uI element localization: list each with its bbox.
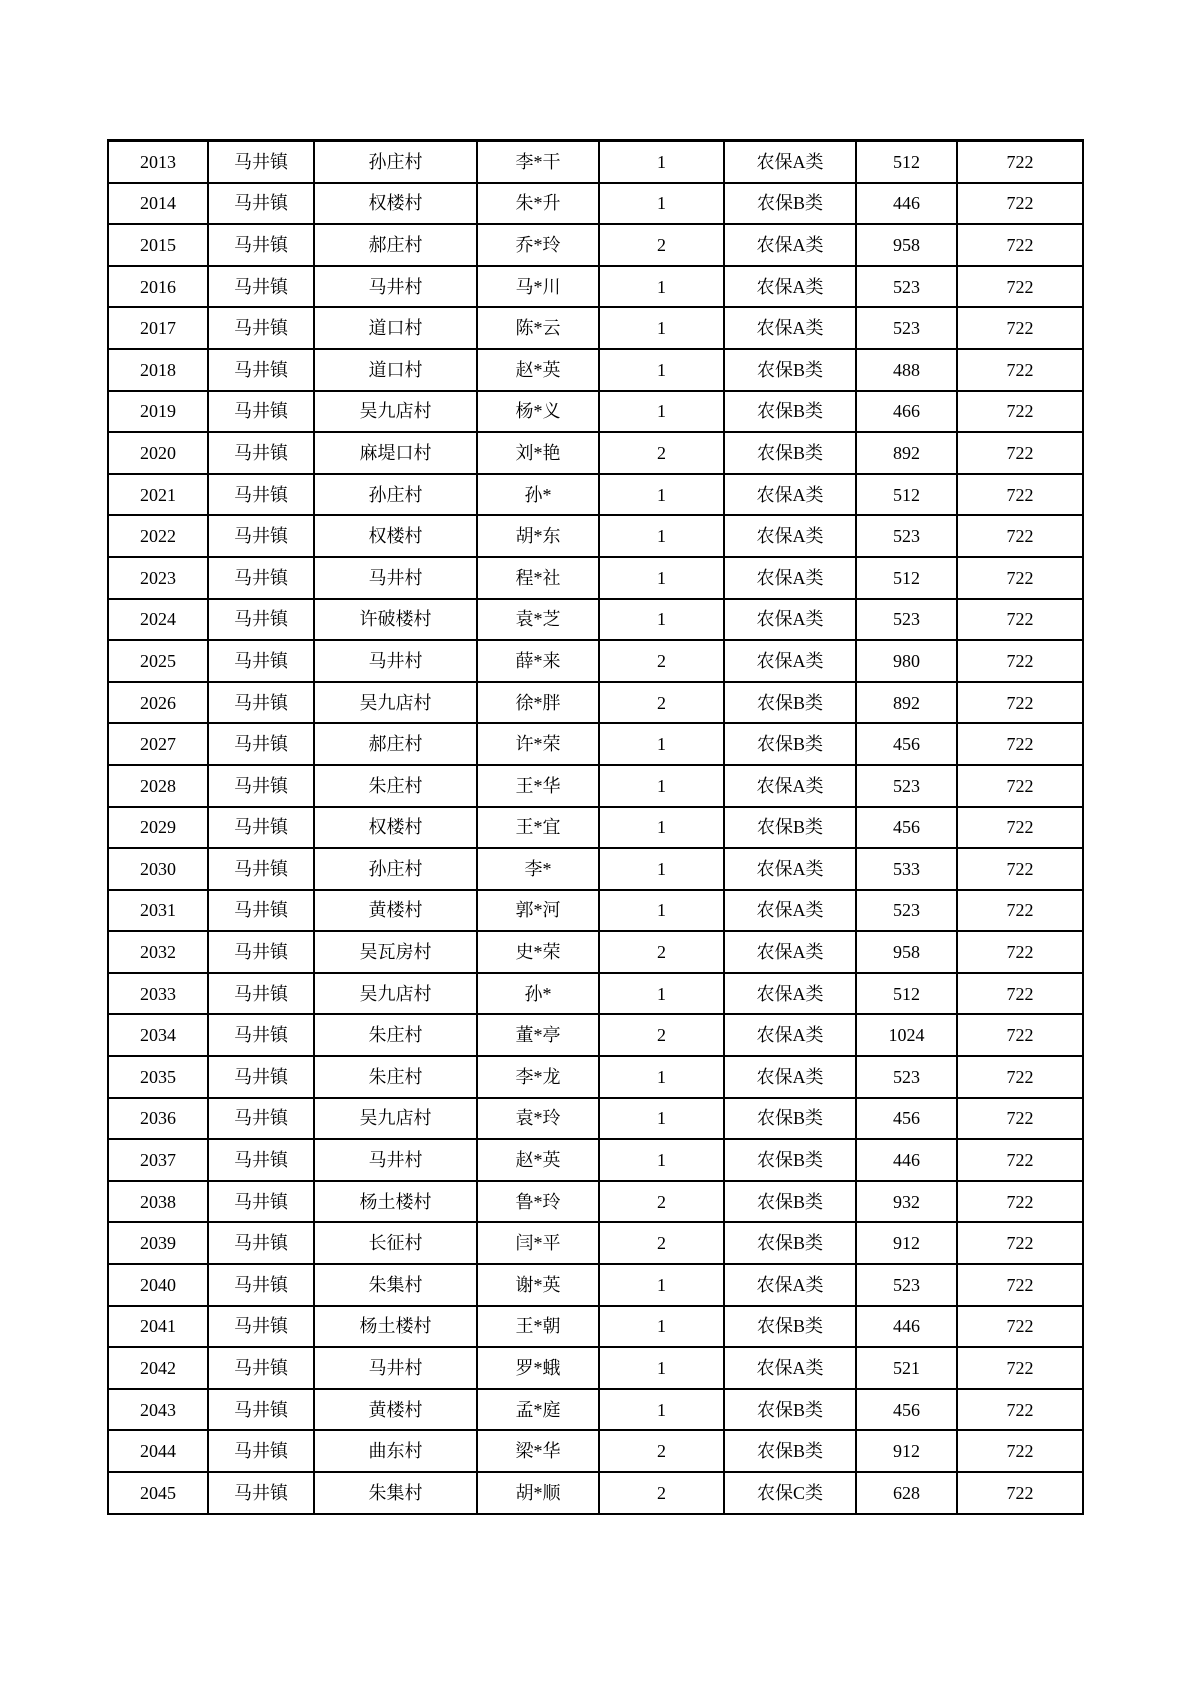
cell-standard: 722	[957, 1139, 1083, 1181]
cell-person: 梁*华	[477, 1430, 599, 1472]
cell-standard: 722	[957, 391, 1083, 433]
cell-town: 马井镇	[208, 391, 314, 433]
cell-town: 马井镇	[208, 557, 314, 599]
cell-person: 乔*玲	[477, 224, 599, 266]
cell-person-count: 2	[599, 1222, 724, 1264]
cell-amount: 912	[856, 1430, 957, 1472]
table-row	[108, 1139, 1083, 1181]
cell-insurance-type: 农保B类	[724, 432, 856, 474]
cell-town: 马井镇	[208, 1347, 314, 1389]
cell-person: 李*	[477, 848, 599, 890]
cell-standard: 722	[957, 266, 1083, 308]
cell-person: 杨*义	[477, 391, 599, 433]
cell-serial: 2029	[108, 807, 208, 849]
cell-town: 马井镇	[208, 931, 314, 973]
cell-town: 马井镇	[208, 890, 314, 932]
cell-town: 马井镇	[208, 1389, 314, 1431]
cell-serial: 2022	[108, 515, 208, 557]
cell-person-count: 1	[599, 890, 724, 932]
table-row	[108, 973, 1083, 1015]
cell-village: 吴瓦房村	[314, 931, 477, 973]
cell-serial: 2032	[108, 931, 208, 973]
cell-serial: 2034	[108, 1014, 208, 1056]
cell-person: 胡*顺	[477, 1472, 599, 1514]
table-row	[108, 1430, 1083, 1472]
cell-amount: 958	[856, 931, 957, 973]
cell-person-count: 2	[599, 1014, 724, 1056]
cell-town: 马井镇	[208, 1430, 314, 1472]
cell-town: 马井镇	[208, 1264, 314, 1306]
cell-insurance-type: 农保A类	[724, 848, 856, 890]
cell-serial: 2023	[108, 557, 208, 599]
cell-person: 许*荣	[477, 723, 599, 765]
table-row	[108, 391, 1083, 433]
cell-serial: 2026	[108, 682, 208, 724]
cell-standard: 722	[957, 515, 1083, 557]
cell-serial: 2018	[108, 349, 208, 391]
cell-person-count: 1	[599, 848, 724, 890]
cell-village: 郝庄村	[314, 723, 477, 765]
cell-town: 马井镇	[208, 1014, 314, 1056]
cell-standard: 722	[957, 807, 1083, 849]
cell-village: 权楼村	[314, 515, 477, 557]
cell-person: 鲁*玲	[477, 1181, 599, 1223]
cell-insurance-type: 农保B类	[724, 349, 856, 391]
cell-village: 许破楼村	[314, 599, 477, 641]
cell-insurance-type: 农保C类	[724, 1472, 856, 1514]
cell-person: 董*亭	[477, 1014, 599, 1056]
cell-person: 王*朝	[477, 1306, 599, 1348]
cell-insurance-type: 农保B类	[724, 682, 856, 724]
cell-standard: 722	[957, 141, 1083, 183]
table-row	[108, 141, 1083, 183]
table-row	[108, 765, 1083, 807]
cell-standard: 722	[957, 474, 1083, 516]
table-row	[108, 1014, 1083, 1056]
cell-amount: 456	[856, 807, 957, 849]
cell-standard: 722	[957, 1098, 1083, 1140]
cell-amount: 446	[856, 183, 957, 225]
cell-amount: 523	[856, 599, 957, 641]
cell-village: 吴九店村	[314, 1098, 477, 1140]
cell-town: 马井镇	[208, 1472, 314, 1514]
cell-serial: 2037	[108, 1139, 208, 1181]
table-row	[108, 599, 1083, 641]
cell-insurance-type: 农保A类	[724, 1264, 856, 1306]
cell-insurance-type: 农保A类	[724, 224, 856, 266]
cell-amount: 446	[856, 1139, 957, 1181]
cell-town: 马井镇	[208, 640, 314, 682]
cell-village: 黄楼村	[314, 1389, 477, 1431]
cell-serial: 2030	[108, 848, 208, 890]
table-row	[108, 807, 1083, 849]
table-row	[108, 183, 1083, 225]
cell-person-count: 2	[599, 224, 724, 266]
table-row	[108, 349, 1083, 391]
cell-insurance-type: 农保B类	[724, 1222, 856, 1264]
table-row	[108, 1098, 1083, 1140]
table-row	[108, 640, 1083, 682]
cell-person: 李*龙	[477, 1056, 599, 1098]
cell-standard: 722	[957, 723, 1083, 765]
cell-village: 道口村	[314, 307, 477, 349]
cell-serial: 2021	[108, 474, 208, 516]
cell-insurance-type: 农保B类	[724, 183, 856, 225]
cell-amount: 958	[856, 224, 957, 266]
table-row	[108, 890, 1083, 932]
cell-person: 罗*蛾	[477, 1347, 599, 1389]
cell-standard: 722	[957, 1222, 1083, 1264]
cell-serial: 2024	[108, 599, 208, 641]
cell-person-count: 1	[599, 1139, 724, 1181]
table-row	[108, 682, 1083, 724]
cell-village: 朱集村	[314, 1472, 477, 1514]
cell-person: 李*干	[477, 141, 599, 183]
cell-village: 朱集村	[314, 1264, 477, 1306]
cell-standard: 722	[957, 599, 1083, 641]
cell-village: 曲东村	[314, 1430, 477, 1472]
cell-person-count: 1	[599, 183, 724, 225]
cell-person: 谢*英	[477, 1264, 599, 1306]
cell-amount: 521	[856, 1347, 957, 1389]
cell-person: 王*华	[477, 765, 599, 807]
cell-insurance-type: 农保A类	[724, 515, 856, 557]
cell-serial: 2038	[108, 1181, 208, 1223]
cell-insurance-type: 农保A类	[724, 599, 856, 641]
cell-amount: 533	[856, 848, 957, 890]
cell-amount: 466	[856, 391, 957, 433]
cell-standard: 722	[957, 1347, 1083, 1389]
cell-town: 马井镇	[208, 1056, 314, 1098]
cell-standard: 722	[957, 1306, 1083, 1348]
table-row	[108, 1347, 1083, 1389]
cell-amount: 523	[856, 765, 957, 807]
cell-serial: 2028	[108, 765, 208, 807]
cell-serial: 2014	[108, 183, 208, 225]
cell-person-count: 1	[599, 391, 724, 433]
cell-amount: 512	[856, 973, 957, 1015]
cell-serial: 2027	[108, 723, 208, 765]
cell-village: 吴九店村	[314, 682, 477, 724]
cell-serial: 2041	[108, 1306, 208, 1348]
cell-village: 孙庄村	[314, 474, 477, 516]
cell-person-count: 1	[599, 1098, 724, 1140]
cell-village: 吴九店村	[314, 973, 477, 1015]
cell-amount: 523	[856, 890, 957, 932]
cell-insurance-type: 农保A类	[724, 1014, 856, 1056]
cell-village: 杨土楼村	[314, 1306, 477, 1348]
cell-serial: 2036	[108, 1098, 208, 1140]
cell-town: 马井镇	[208, 432, 314, 474]
cell-person: 赵*英	[477, 349, 599, 391]
cell-standard: 722	[957, 183, 1083, 225]
cell-person: 刘*艳	[477, 432, 599, 474]
cell-person: 徐*胖	[477, 682, 599, 724]
cell-amount: 512	[856, 474, 957, 516]
cell-standard: 722	[957, 973, 1083, 1015]
cell-person-count: 1	[599, 973, 724, 1015]
cell-person-count: 2	[599, 1430, 724, 1472]
cell-serial: 2016	[108, 266, 208, 308]
cell-amount: 456	[856, 1098, 957, 1140]
cell-standard: 722	[957, 848, 1083, 890]
table-row	[108, 1472, 1083, 1514]
table-row	[108, 307, 1083, 349]
cell-amount: 892	[856, 432, 957, 474]
cell-standard: 722	[957, 1181, 1083, 1223]
cell-town: 马井镇	[208, 723, 314, 765]
cell-insurance-type: 农保B类	[724, 1139, 856, 1181]
cell-person-count: 1	[599, 557, 724, 599]
cell-person: 袁*玲	[477, 1098, 599, 1140]
cell-serial: 2017	[108, 307, 208, 349]
cell-standard: 722	[957, 1472, 1083, 1514]
cell-amount: 446	[856, 1306, 957, 1348]
cell-amount: 523	[856, 266, 957, 308]
cell-serial: 2043	[108, 1389, 208, 1431]
cell-village: 郝庄村	[314, 224, 477, 266]
cell-person-count: 1	[599, 807, 724, 849]
cell-insurance-type: 农保A类	[724, 1347, 856, 1389]
cell-insurance-type: 农保A类	[724, 557, 856, 599]
cell-town: 马井镇	[208, 973, 314, 1015]
cell-person-count: 1	[599, 723, 724, 765]
cell-town: 马井镇	[208, 474, 314, 516]
cell-person: 赵*英	[477, 1139, 599, 1181]
cell-village: 长征村	[314, 1222, 477, 1264]
cell-insurance-type: 农保A类	[724, 1056, 856, 1098]
cell-amount: 523	[856, 1056, 957, 1098]
cell-person-count: 1	[599, 1347, 724, 1389]
cell-person-count: 1	[599, 1264, 724, 1306]
table-row	[108, 1181, 1083, 1223]
cell-town: 马井镇	[208, 1139, 314, 1181]
cell-person: 孙*	[477, 973, 599, 1015]
cell-village: 权楼村	[314, 807, 477, 849]
cell-person-count: 2	[599, 1472, 724, 1514]
table-row	[108, 1222, 1083, 1264]
cell-person: 郭*河	[477, 890, 599, 932]
table-row	[108, 1306, 1083, 1348]
cell-village: 孙庄村	[314, 848, 477, 890]
table-row	[108, 515, 1083, 557]
cell-town: 马井镇	[208, 1306, 314, 1348]
cell-person-count: 1	[599, 599, 724, 641]
cell-standard: 722	[957, 1264, 1083, 1306]
cell-serial: 2039	[108, 1222, 208, 1264]
cell-town: 马井镇	[208, 1222, 314, 1264]
cell-amount: 488	[856, 349, 957, 391]
cell-person: 朱*升	[477, 183, 599, 225]
cell-insurance-type: 农保A类	[724, 307, 856, 349]
cell-person: 胡*东	[477, 515, 599, 557]
cell-village: 麻堤口村	[314, 432, 477, 474]
cell-amount: 892	[856, 682, 957, 724]
cell-town: 马井镇	[208, 1098, 314, 1140]
cell-serial: 2035	[108, 1056, 208, 1098]
table-row	[108, 557, 1083, 599]
cell-insurance-type: 农保B类	[724, 391, 856, 433]
cell-village: 朱庄村	[314, 1056, 477, 1098]
cell-person: 程*社	[477, 557, 599, 599]
cell-amount: 523	[856, 515, 957, 557]
cell-amount: 456	[856, 723, 957, 765]
cell-person-count: 1	[599, 474, 724, 516]
cell-amount: 980	[856, 640, 957, 682]
cell-person: 陈*云	[477, 307, 599, 349]
cell-serial: 2033	[108, 973, 208, 1015]
table-row	[108, 474, 1083, 516]
cell-standard: 722	[957, 1056, 1083, 1098]
cell-person-count: 1	[599, 1306, 724, 1348]
cell-town: 马井镇	[208, 141, 314, 183]
cell-town: 马井镇	[208, 1181, 314, 1223]
table-row	[108, 931, 1083, 973]
cell-amount: 628	[856, 1472, 957, 1514]
cell-serial: 2019	[108, 391, 208, 433]
cell-village: 权楼村	[314, 183, 477, 225]
cell-person: 闫*平	[477, 1222, 599, 1264]
cell-village: 朱庄村	[314, 1014, 477, 1056]
cell-standard: 722	[957, 931, 1083, 973]
cell-person-count: 2	[599, 1181, 724, 1223]
cell-standard: 722	[957, 1014, 1083, 1056]
table-row	[108, 1389, 1083, 1431]
cell-standard: 722	[957, 307, 1083, 349]
cell-village: 吴九店村	[314, 391, 477, 433]
cell-village: 马井村	[314, 266, 477, 308]
cell-person-count: 2	[599, 432, 724, 474]
cell-town: 马井镇	[208, 349, 314, 391]
cell-town: 马井镇	[208, 599, 314, 641]
cell-insurance-type: 农保B类	[724, 807, 856, 849]
table-row	[108, 224, 1083, 266]
cell-person-count: 1	[599, 141, 724, 183]
cell-amount: 512	[856, 557, 957, 599]
cell-village: 朱庄村	[314, 765, 477, 807]
cell-serial: 2020	[108, 432, 208, 474]
cell-village: 马井村	[314, 1347, 477, 1389]
cell-person-count: 1	[599, 349, 724, 391]
cell-standard: 722	[957, 682, 1083, 724]
cell-town: 马井镇	[208, 848, 314, 890]
cell-person-count: 2	[599, 931, 724, 973]
cell-village: 杨土楼村	[314, 1181, 477, 1223]
cell-insurance-type: 农保A类	[724, 973, 856, 1015]
table-body	[108, 141, 1083, 1514]
cell-insurance-type: 农保B类	[724, 1098, 856, 1140]
cell-insurance-type: 农保A类	[724, 765, 856, 807]
cell-standard: 722	[957, 890, 1083, 932]
cell-amount: 456	[856, 1389, 957, 1431]
cell-town: 马井镇	[208, 183, 314, 225]
cell-person-count: 1	[599, 1056, 724, 1098]
cell-insurance-type: 农保A类	[724, 266, 856, 308]
cell-person: 孟*庭	[477, 1389, 599, 1431]
cell-town: 马井镇	[208, 224, 314, 266]
cell-person: 薛*来	[477, 640, 599, 682]
cell-amount: 932	[856, 1181, 957, 1223]
cell-amount: 523	[856, 1264, 957, 1306]
cell-serial: 2042	[108, 1347, 208, 1389]
cell-person-count: 1	[599, 266, 724, 308]
cell-person: 袁*芝	[477, 599, 599, 641]
cell-town: 马井镇	[208, 807, 314, 849]
cell-village: 孙庄村	[314, 141, 477, 183]
cell-standard: 722	[957, 765, 1083, 807]
table-row	[108, 1056, 1083, 1098]
cell-village: 马井村	[314, 557, 477, 599]
cell-insurance-type: 农保A类	[724, 890, 856, 932]
cell-person: 马*川	[477, 266, 599, 308]
cell-insurance-type: 农保A类	[724, 640, 856, 682]
table-row	[108, 432, 1083, 474]
cell-amount: 512	[856, 141, 957, 183]
table-row	[108, 723, 1083, 765]
cell-person: 史*荣	[477, 931, 599, 973]
cell-person-count: 1	[599, 765, 724, 807]
cell-serial: 2040	[108, 1264, 208, 1306]
cell-village: 黄楼村	[314, 890, 477, 932]
cell-insurance-type: 农保A类	[724, 141, 856, 183]
cell-standard: 722	[957, 349, 1083, 391]
cell-person-count: 1	[599, 1389, 724, 1431]
cell-serial: 2013	[108, 141, 208, 183]
cell-town: 马井镇	[208, 682, 314, 724]
table-row	[108, 266, 1083, 308]
cell-person-count: 2	[599, 682, 724, 724]
cell-standard: 722	[957, 1430, 1083, 1472]
cell-town: 马井镇	[208, 307, 314, 349]
cell-amount: 912	[856, 1222, 957, 1264]
cell-amount: 1024	[856, 1014, 957, 1056]
cell-standard: 722	[957, 640, 1083, 682]
cell-village: 道口村	[314, 349, 477, 391]
cell-town: 马井镇	[208, 765, 314, 807]
cell-insurance-type: 农保B类	[724, 1389, 856, 1431]
cell-serial: 2031	[108, 890, 208, 932]
cell-person: 王*宜	[477, 807, 599, 849]
cell-standard: 722	[957, 224, 1083, 266]
cell-person-count: 2	[599, 640, 724, 682]
subsidy-roster-table	[107, 139, 1084, 1515]
cell-insurance-type: 农保A类	[724, 931, 856, 973]
cell-amount: 523	[856, 307, 957, 349]
cell-insurance-type: 农保B类	[724, 1181, 856, 1223]
table-row	[108, 848, 1083, 890]
cell-serial: 2015	[108, 224, 208, 266]
cell-standard: 722	[957, 557, 1083, 599]
cell-standard: 722	[957, 1389, 1083, 1431]
cell-insurance-type: 农保B类	[724, 723, 856, 765]
cell-standard: 722	[957, 432, 1083, 474]
cell-serial: 2044	[108, 1430, 208, 1472]
cell-village: 马井村	[314, 1139, 477, 1181]
cell-insurance-type: 农保A类	[724, 474, 856, 516]
cell-person-count: 1	[599, 515, 724, 557]
table-row	[108, 1264, 1083, 1306]
cell-insurance-type: 农保B类	[724, 1430, 856, 1472]
cell-person: 孙*	[477, 474, 599, 516]
cell-insurance-type: 农保B类	[724, 1306, 856, 1348]
cell-town: 马井镇	[208, 515, 314, 557]
cell-serial: 2025	[108, 640, 208, 682]
cell-town: 马井镇	[208, 266, 314, 308]
cell-village: 马井村	[314, 640, 477, 682]
cell-person-count: 1	[599, 307, 724, 349]
cell-serial: 2045	[108, 1472, 208, 1514]
